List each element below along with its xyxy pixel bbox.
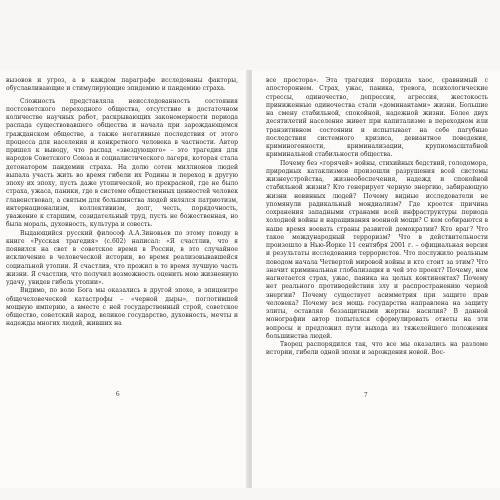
page-number: 7 [364, 391, 368, 399]
right-page [252, 70, 500, 488]
page-number: 6 [116, 390, 120, 398]
left-page-text [6, 77, 238, 329]
paragraph: Творец распорядился так, что все мы оказались на разломе истории, гибели одной эпохи и зарождения новой. Вос- [266, 341, 488, 357]
paragraph: Видимо, по воле Бога мы оказались в другой эпохе, в эпицентре общечеловеческой катастрофы – «черной дыры», поглотившей мощную империю, а вместе с ней государственный строй, советское общество, советский народ, великое государство, духовность, мечты и надежды многих людей, живших на [6, 287, 238, 328]
paragraph: Почему без «горячей» войны, стихийных бедствий, голодомора, природных катаклизмов произошли разрушения всей системы жизнеустройства, жизнеобеспечения, надежд и спокойной стабильной жизни? Кто генерирует черную энергию, забирающую жизни невинных людей? Почему видные исследователи не упомянули радикальный мондиализм? Где кроется причина сохранения западными странами всей инфраструктуры периода холодной войны и наращивания военной мощи? С кем собираются в наше время воевать страны развитой демократии? Кто враг? Что такое международный терроризм? Что в действительности произошло в Нью-Йорке 11 сентября 2001 г. – официальная версия и результаты исследования террористов. Что послужило реальным поводом начала Четвертой мировой войны и кто стоит за этим? Что значит криминальная глобализация и чей это проект? Почему, нем нагнетается страх, ужас, паника на целых континентах? Почему нет реального противодействия злу и распространению черной энергии? Почему существует асимметрия при защите прав человека? Почему вся мощь государства направлена на защиту элиты, оставляя беззащитными жертвы насилия? В данной монографии автор попытался сформулировать ответы на эти вопросы и предложил пути выхода из тяжелейшего положения большинства людей. [266, 159, 488, 340]
right-page-text [266, 77, 488, 358]
left-page [0, 70, 248, 488]
paragraph: вызовов и угроз, а в каждом параграфе исследованы факторы, обуславливающие и стимулирующие эпидемию и пандемию страха. [6, 77, 238, 93]
paragraph: все простора». Эта трагедия породила хаос, сравнимый с апостороннем. Страх, ужас, паника, тревога, психологические стрессы, одиночество, депрессия, агрессия, жестокость приниженные одиночества стали «доминантами» жизни. Большие на смену стабильной, спокойной, надежной жизни. Более двух десятилетий население живет при капитализме в переходном или транзитивном состоянии и испытывает на себе пагубные последствия системного кризиса, девиантное поведения, криминогенности, криминализации, крупномасштабной криминальной стабильности общества. [266, 77, 488, 159]
paragraph: Сложность представляла неисследованность состояния постсоветского переходного общества, отсутствие в достаточном количестве научных работ, раскрывающих закономерности периода распада существовавшего общества и начала при зарождающемся гражданском обществе, а также негативные последствия от этого процесса для населения и конкретного человека в частности. Автор пришел к выводу, что распад «звездующего» - это трагедия для народов Советского Союза и социалистического лагеря, которая стала детонатором пандемии страха. На долю сотен миллионов людей выпала участь жить во время гибели их Родины и переход в другую эпоху их эпоху, пусть даже утопической, но прекрасной, где не было страха, ужаса, паники, где в системе общественных ценностей человек главенствовал, а святым для большинства людей являлся патриотизм, интернационализм, коллективизм, долг, честь, порядочность, уважение к старшим, созидательный труд, пусть не божественная, но была мораль, духовность, культура и совесть. [6, 97, 238, 229]
paragraph: Выдающийся русский философ А.А.Зиновьев по этому поводу в книге «Русская трагедия» (с.602) написал: «Я счастлив, что я появился на свет в советское время в России, в это случайное исключение в человеческой истории, во время реализовывавшейся социальной утопии. Я счастлив, что прожил в то время лучшую часть жизни. Я счастлив, что получил возможность оценить мою жизненную удачу, увидев гибель утопии». [6, 229, 238, 286]
